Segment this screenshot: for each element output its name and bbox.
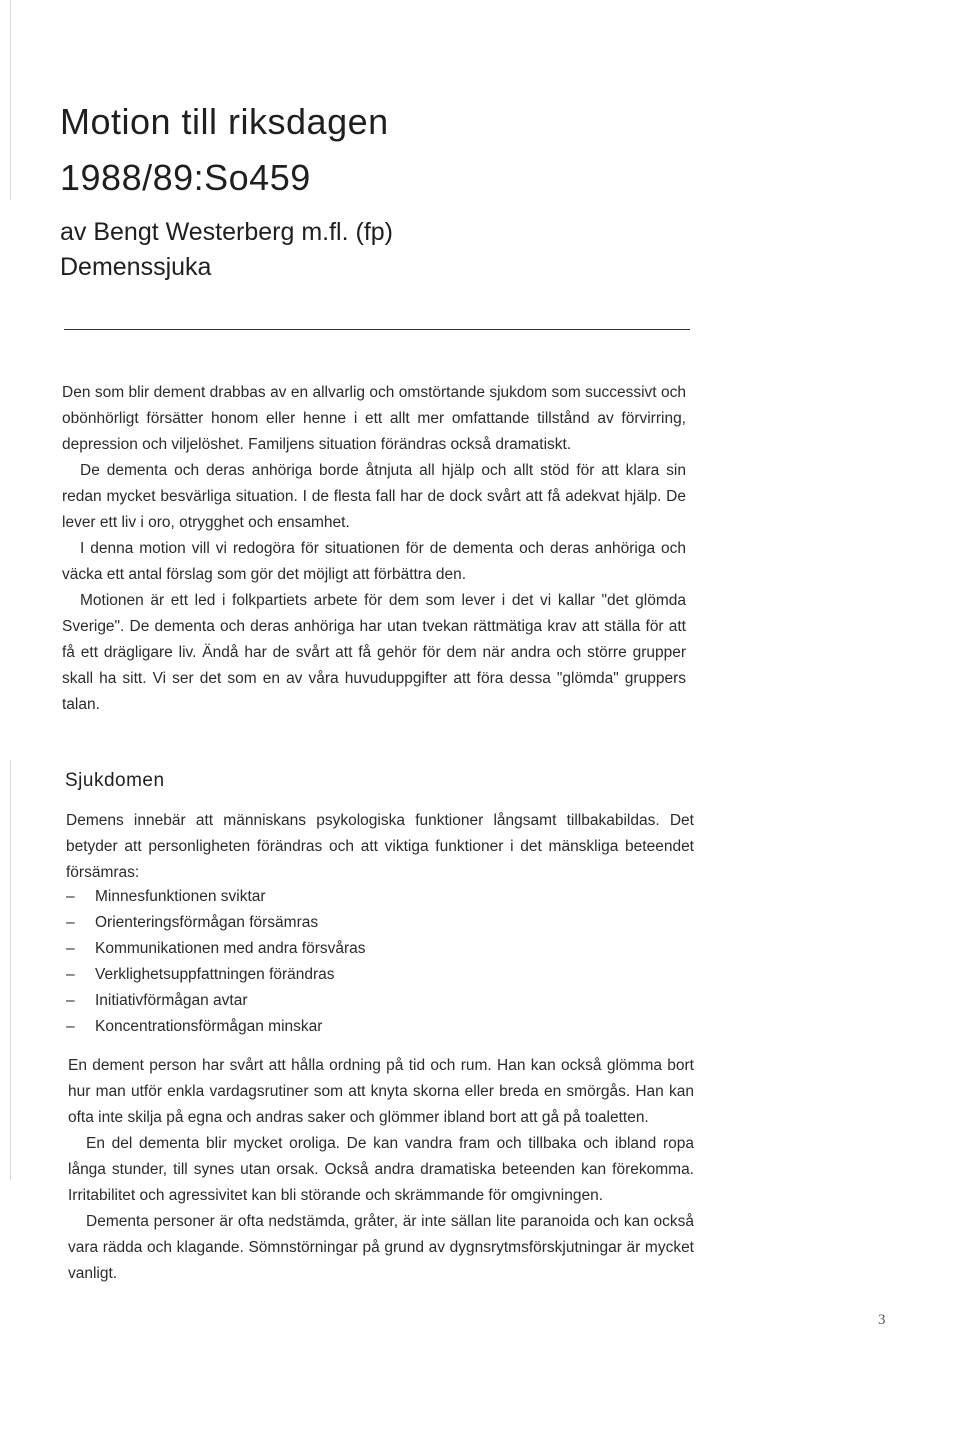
list-item: – Verklighetsuppfattningen förändras	[66, 962, 366, 988]
section-heading: Sjukdomen	[65, 770, 165, 791]
section-paragraph-4: Dementa personer är ofta nedstämda, gråter, är inte sällan lite paranoida och kan också vara rädda och klagande. Sömnstörningar på grund av dygnsrytmsförskjutningar är mycket vanligt.	[68, 1213, 694, 1282]
list-item: – Initiativförmågan avtar	[66, 988, 366, 1014]
intro-paragraph-4: Motionen är ett led i folkpartiets arbete för dem som lever i det vi kallar "det glömda Sverige". De dementa och deras anhöriga har utan tvekan rättmätiga krav att ställa för att få ett drägligare liv. Ändå har de svårt att få gehör för dem när andra och större grupper skall ha sitt. Vi ser det som en av våra huvuduppgifter att föra dessa "glömda" gruppers talan.	[62, 592, 686, 713]
motion-topic: Demenssjuka	[60, 253, 212, 281]
scan-edge-mark	[10, 0, 11, 200]
dash-bullet: –	[66, 940, 75, 957]
intro-paragraph-3: I denna motion vill vi redogöra för situationen för de dementa och deras anhöriga och väcka ett antal förslag som gör det möjligt att förbättra den.	[62, 540, 686, 583]
dash-bullet: –	[66, 914, 75, 931]
section-body	[68, 1053, 694, 1287]
list-item: – Minnesfunktionen sviktar	[66, 884, 366, 910]
scan-edge-mark	[10, 760, 11, 1180]
list-item: – Koncentrationsförmågan minskar	[66, 1014, 366, 1040]
dash-bullet: –	[66, 992, 75, 1009]
header-divider	[64, 329, 690, 330]
motion-number: 1988/89:So459	[60, 157, 311, 198]
dash-bullet: –	[66, 1018, 75, 1035]
page-number: 3	[878, 1312, 886, 1328]
list-item: – Orienteringsförmågan försämras	[66, 910, 366, 936]
section-intro	[66, 808, 694, 886]
motion-title: Motion till riksdagen	[60, 101, 389, 142]
section-paragraph-3: En del dementa blir mycket oroliga. De kan vandra fram och tillbaka och ibland ropa långa stunder, till synes utan orsak. Också andra dramatiska beteenden kan förekomma. Irritabilitet och agressivitet kan bli störande och skrämmande för omgivningen.	[68, 1135, 694, 1204]
intro-paragraph-1: Den som blir dement drabbas av en allvarlig och omstörtande sjukdom som successivt och obönhörligt försätter honom eller henne i ett allt mer omfattande tillstånd av förvirring, depression och viljelöshet. Familjens situation förändras också dramatiskt.	[62, 384, 686, 453]
symptom-list	[66, 884, 366, 1040]
section-paragraph-2: En dement person har svårt att hålla ordning på tid och rum. Han kan också glömma bort hur man utför enkla vardagsrutiner som att knyta skorna eller breda en smörgås. Han kan ofta inte skilja på egna och andras saker och glömmer ibland bort att gå på toaletten.	[68, 1057, 694, 1126]
dash-bullet: –	[66, 888, 75, 905]
section-paragraph-1: Demens innebär att människans psykologiska funktioner långsamt tillbakabildas. Det betyder att personligheten förändras och att viktiga funktioner i det mänskliga beteendet försämras:	[66, 812, 694, 881]
intro-section	[62, 380, 686, 718]
dash-bullet: –	[66, 966, 75, 983]
list-item: – Kommunikationen med andra försvåras	[66, 936, 366, 962]
intro-paragraph-2: De dementa och deras anhöriga borde åtnjuta all hjälp och allt stöd för att klara sin redan mycket besvärliga situation. I de flesta fall har de dock svårt att få adekvat hjälp. De lever ett liv i oro, otrygghet och ensamhet.	[62, 462, 686, 531]
motion-author: av Bengt Westerberg m.fl. (fp)	[60, 218, 393, 246]
